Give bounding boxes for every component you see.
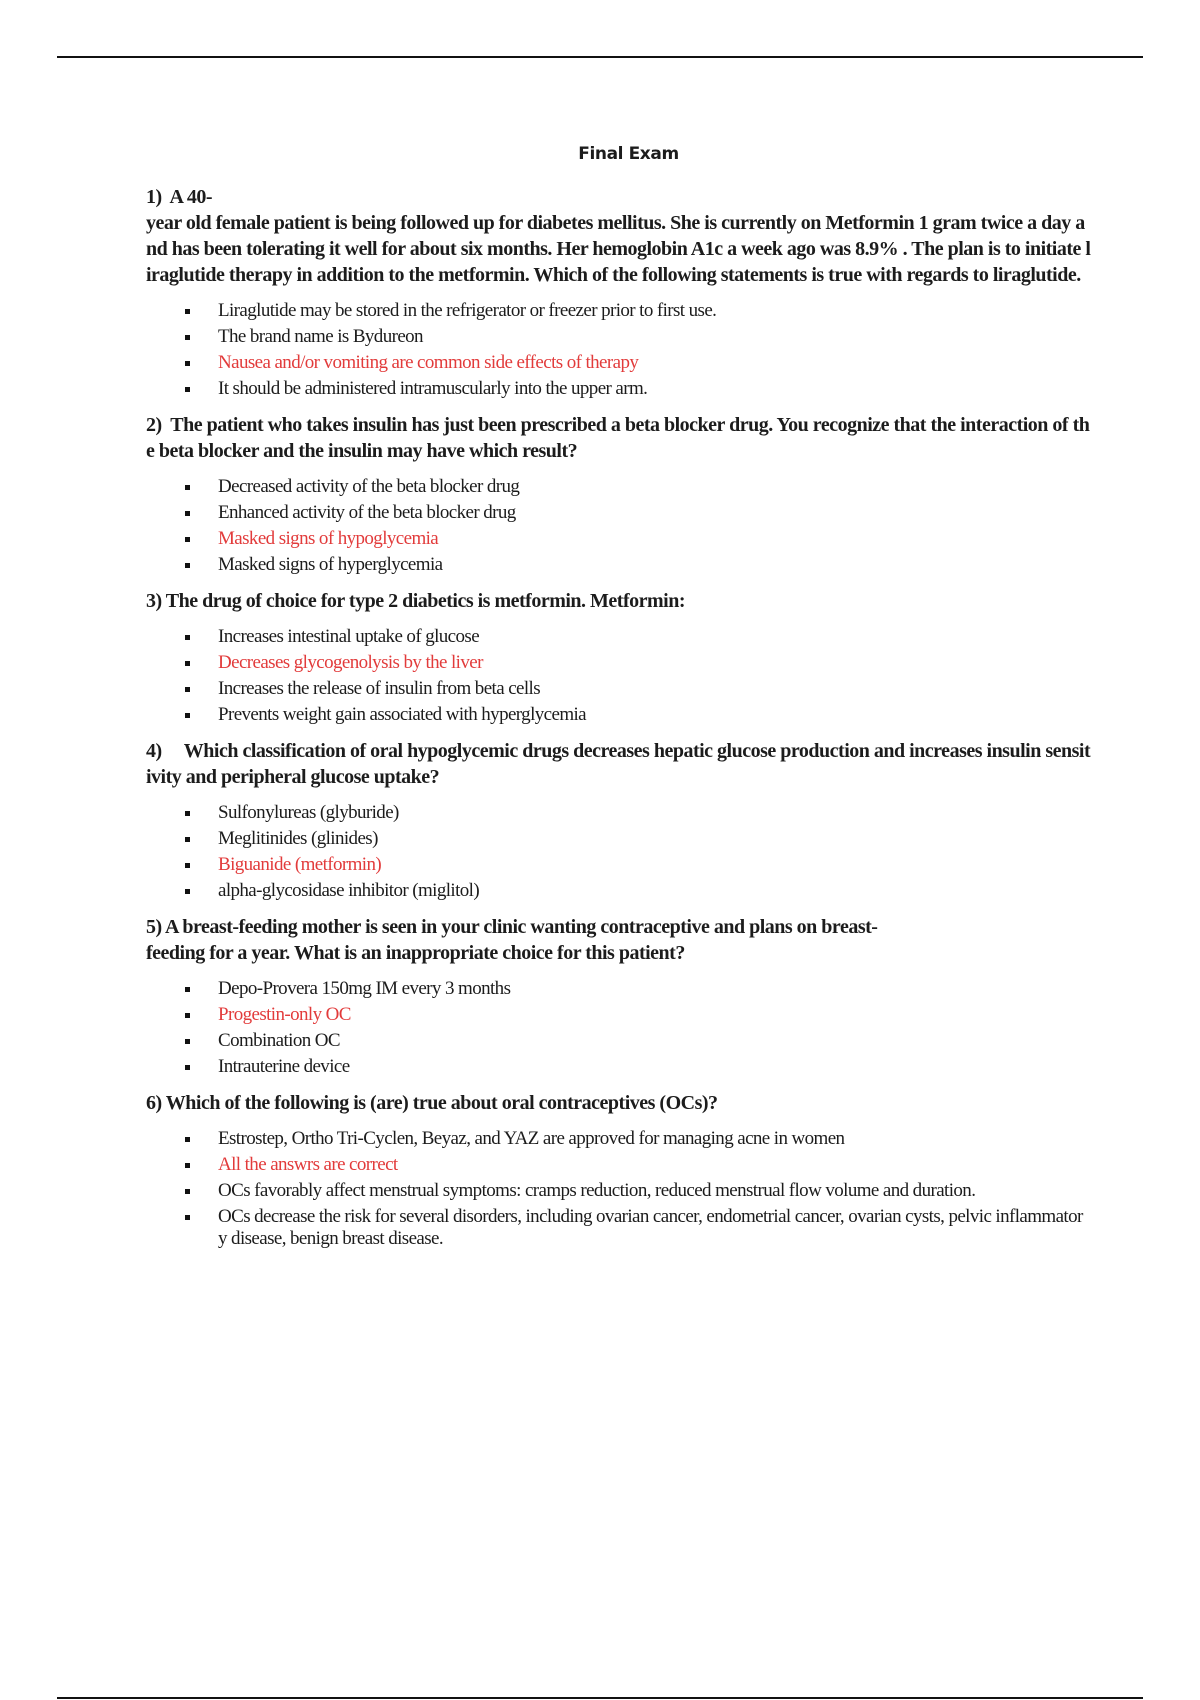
answer-option-correct	[146, 1154, 1091, 1176]
answer-option-text: Enhanced activity of the beta blocker drug	[218, 502, 516, 523]
answer-option	[146, 704, 1091, 726]
square-bullet-icon	[185, 687, 190, 692]
question-text: 3) The drug of choice for type 2 diabetics is metformin. Metformin:	[146, 590, 685, 612]
square-bullet-icon	[185, 1215, 190, 1220]
question-text: 1) A 40- year old female patient is being followed up for diabetes mellitus. She is currently on Metformin 1 gram twice a day and has been tolerating it well for about six months. Her hemoglobin A1c a week ago was 8.9% . The plan is to initiate liraglutide therapy in addition to the metformin. Which of the following statements is true with regards to liraglutide.	[146, 186, 1091, 286]
answer-option-text: Masked signs of hypoglycemia	[218, 528, 439, 549]
answer-option	[146, 1030, 1091, 1052]
answer-option-text: Decreases glycogenolysis by the liver	[218, 652, 483, 673]
answer-option-text: alpha-glycosidase inhibitor (miglitol)	[218, 880, 480, 901]
answer-option	[146, 378, 1091, 400]
answer-option	[146, 554, 1091, 576]
square-bullet-icon	[185, 1013, 190, 1018]
answer-option-text: Intrauterine device	[218, 1056, 350, 1077]
answer-option	[146, 300, 1091, 322]
answer-option	[146, 828, 1091, 850]
answer-option	[146, 1128, 1091, 1150]
square-bullet-icon	[185, 563, 190, 568]
square-bullet-icon	[185, 1163, 190, 1168]
answer-option-text: Depo-Provera 150mg IM every 3 months	[218, 978, 511, 999]
exam-page	[146, 144, 1091, 1262]
answer-options	[146, 802, 1091, 902]
square-bullet-icon	[185, 361, 190, 366]
question-text: 6) Which of the following is (are) true about oral contraceptives (OCs)?	[146, 1092, 718, 1114]
top-rule	[57, 56, 1143, 58]
answer-option	[146, 476, 1091, 498]
answer-option-text: Prevents weight gain associated with hyperglycemia	[218, 704, 587, 725]
square-bullet-icon	[185, 511, 190, 516]
page-title: Final Exam	[578, 144, 679, 164]
answer-option-text: Progestin-only OC	[218, 1004, 351, 1025]
answer-option-text: Combination OC	[218, 1030, 340, 1051]
square-bullet-icon	[185, 485, 190, 490]
bottom-rule	[57, 1697, 1143, 1699]
square-bullet-icon	[185, 309, 190, 314]
answer-options	[146, 978, 1091, 1078]
square-bullet-icon	[185, 537, 190, 542]
square-bullet-icon	[185, 1065, 190, 1070]
answer-option-text: Increases intestinal uptake of glucose	[218, 626, 480, 647]
answer-option-correct	[146, 854, 1091, 876]
answer-option-text: Liraglutide may be stored in the refrigerator or freezer prior to first use.	[218, 300, 717, 321]
answer-options	[146, 476, 1091, 576]
square-bullet-icon	[185, 811, 190, 816]
answer-option-text: It should be administered intramuscularly into the upper arm.	[218, 378, 648, 399]
answer-option	[146, 326, 1091, 348]
answer-option	[146, 880, 1091, 902]
square-bullet-icon	[185, 713, 190, 718]
square-bullet-icon	[185, 387, 190, 392]
answer-option-correct	[146, 352, 1091, 374]
square-bullet-icon	[185, 661, 190, 666]
square-bullet-icon	[185, 1189, 190, 1194]
answer-option-text: Nausea and/or vomiting are common side effects of therapy	[218, 352, 639, 373]
answer-option-text: Sulfonylureas (glyburide)	[218, 802, 399, 823]
answer-option	[146, 978, 1091, 1000]
answer-options	[146, 300, 1091, 400]
answer-option	[146, 1056, 1091, 1078]
question-1	[146, 184, 1091, 400]
question-6	[146, 1090, 1091, 1250]
square-bullet-icon	[185, 335, 190, 340]
answer-option	[146, 1206, 1091, 1250]
answer-option-text: OCs decrease the risk for several disorders, including ovarian cancer, endometrial cancer, ovarian cysts, pelvic inflammatory disease, benign breast disease.	[218, 1206, 1083, 1249]
answer-option	[146, 502, 1091, 524]
answer-option-text: Decreased activity of the beta blocker drug	[218, 476, 520, 497]
answer-option	[146, 678, 1091, 700]
question-3	[146, 588, 1091, 726]
answer-option-text: All the answrs are correct	[218, 1154, 398, 1175]
answer-option-text: Estrostep, Ortho Tri-Cyclen, Beyaz, and YAZ are approved for managing acne in women	[218, 1128, 845, 1149]
answer-option-text: Biguanide (metformin)	[218, 854, 382, 875]
answer-option-text: Masked signs of hyperglycemia	[218, 554, 443, 575]
question-text: 4) Which classification of oral hypoglycemic drugs decreases hepatic glucose production and increases insulin sensitivity and peripheral glucose uptake?	[146, 740, 1091, 788]
question-5	[146, 914, 1091, 1078]
square-bullet-icon	[185, 1039, 190, 1044]
answer-option-text: Meglitinides (glinides)	[218, 828, 378, 849]
square-bullet-icon	[185, 837, 190, 842]
answer-option-correct	[146, 528, 1091, 550]
answer-option	[146, 802, 1091, 824]
answer-options	[146, 626, 1091, 726]
answer-option	[146, 1180, 1091, 1202]
question-4	[146, 738, 1091, 902]
answer-option	[146, 626, 1091, 648]
question-text: 2) The patient who takes insulin has just been prescribed a beta blocker drug. You recognize that the interaction of the beta blocker and the insulin may have which result?	[146, 414, 1090, 462]
answer-option-text: The brand name is Bydureon	[218, 326, 423, 347]
answer-option-text: Increases the release of insulin from beta cells	[218, 678, 541, 699]
square-bullet-icon	[185, 863, 190, 868]
square-bullet-icon	[185, 1137, 190, 1142]
question-text: 5) A breast-feeding mother is seen in your clinic wanting contraceptive and plans on breast- feeding for a year. What is an inappropriate choice for this patient?	[146, 916, 878, 964]
answer-options	[146, 1128, 1091, 1250]
square-bullet-icon	[185, 635, 190, 640]
answer-option-correct	[146, 652, 1091, 674]
question-list	[146, 184, 1091, 1250]
square-bullet-icon	[185, 987, 190, 992]
answer-option-correct	[146, 1004, 1091, 1026]
square-bullet-icon	[185, 889, 190, 894]
answer-option-text: OCs favorably affect menstrual symptoms: cramps reduction, reduced menstrual flow volume and duration.	[218, 1180, 976, 1201]
question-2	[146, 412, 1091, 576]
